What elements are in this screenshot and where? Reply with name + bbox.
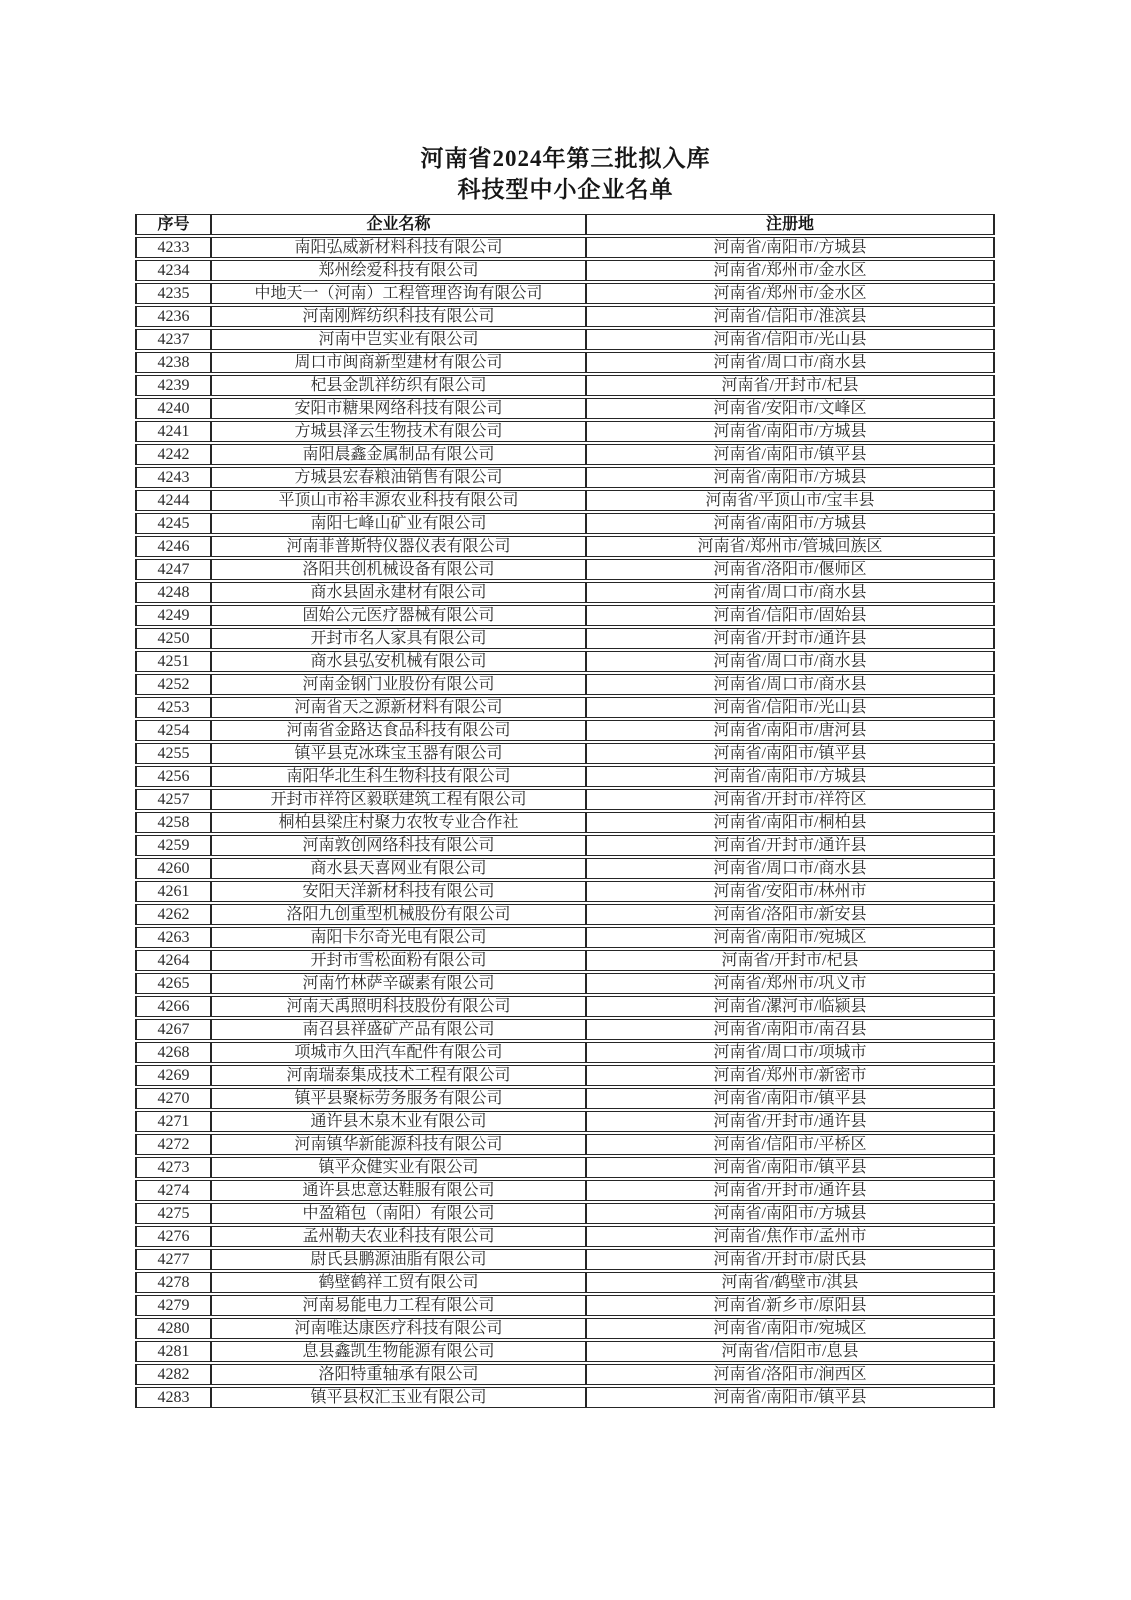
table-row <box>135 605 995 626</box>
serial-number-cell: 4273 <box>135 1157 210 1178</box>
company-name-cell: 河南敦创网络科技有限公司 <box>210 835 585 856</box>
table-row <box>135 1387 995 1408</box>
registration-place-cell: 河南省/郑州市/新密市 <box>585 1065 995 1086</box>
company-name-cell: 镇平县克冰珠宝玉器有限公司 <box>210 743 585 764</box>
serial-number-cell: 4274 <box>135 1180 210 1201</box>
serial-number-cell: 4282 <box>135 1364 210 1385</box>
company-name-cell: 洛阳共创机械设备有限公司 <box>210 559 585 580</box>
registration-place-cell: 河南省/周口市/商水县 <box>585 674 995 695</box>
table-row <box>135 858 995 879</box>
table-row <box>135 1065 995 1086</box>
company-name-cell: 项城市久田汽车配件有限公司 <box>210 1042 585 1063</box>
company-name-cell: 杞县金凯祥纺织有限公司 <box>210 375 585 396</box>
registration-place-cell: 河南省/南阳市/方城县 <box>585 421 995 442</box>
table-row <box>135 329 995 350</box>
serial-number-cell: 4279 <box>135 1295 210 1316</box>
registration-place-cell: 河南省/南阳市/桐柏县 <box>585 812 995 833</box>
table-row <box>135 720 995 741</box>
company-name-cell: 鹤壁鹤祥工贸有限公司 <box>210 1272 585 1293</box>
registration-place-cell: 河南省/南阳市/南召县 <box>585 1019 995 1040</box>
company-name-cell: 河南唯达康医疗科技有限公司 <box>210 1318 585 1339</box>
table-row <box>135 260 995 281</box>
registration-place-cell: 河南省/开封市/尉氏县 <box>585 1249 995 1270</box>
serial-number-cell: 4239 <box>135 375 210 396</box>
company-name-cell: 洛阳九创重型机械股份有限公司 <box>210 904 585 925</box>
registration-place-cell: 河南省/漯河市/临颍县 <box>585 996 995 1017</box>
table-row <box>135 950 995 971</box>
table-row <box>135 674 995 695</box>
registration-place-cell: 河南省/信阳市/光山县 <box>585 697 995 718</box>
serial-number-cell: 4255 <box>135 743 210 764</box>
registration-place-cell: 河南省/安阳市/林州市 <box>585 881 995 902</box>
table-row <box>135 283 995 304</box>
registration-place-cell: 河南省/南阳市/镇平县 <box>585 743 995 764</box>
serial-number-cell: 4271 <box>135 1111 210 1132</box>
table-row <box>135 1203 995 1224</box>
registration-place-cell: 河南省/开封市/通许县 <box>585 628 995 649</box>
table-row <box>135 789 995 810</box>
registration-place-cell: 河南省/周口市/商水县 <box>585 352 995 373</box>
company-name-cell: 平顶山市裕丰源农业科技有限公司 <box>210 490 585 511</box>
table-row <box>135 1088 995 1109</box>
registration-place-cell: 河南省/信阳市/息县 <box>585 1341 995 1362</box>
table-row <box>135 306 995 327</box>
registration-place-cell: 河南省/南阳市/方城县 <box>585 1203 995 1224</box>
serial-number-cell: 4276 <box>135 1226 210 1247</box>
registration-place-cell: 河南省/开封市/通许县 <box>585 835 995 856</box>
header-registration-place: 注册地 <box>585 214 995 235</box>
registration-place-cell: 河南省/洛阳市/偃师区 <box>585 559 995 580</box>
serial-number-cell: 4272 <box>135 1134 210 1155</box>
table-row <box>135 1134 995 1155</box>
serial-number-cell: 4251 <box>135 651 210 672</box>
company-table <box>135 212 995 1410</box>
company-name-cell: 河南中岂实业有限公司 <box>210 329 585 350</box>
table-row <box>135 881 995 902</box>
table-row <box>135 1341 995 1362</box>
company-name-cell: 河南易能电力工程有限公司 <box>210 1295 585 1316</box>
table-row <box>135 352 995 373</box>
table-row <box>135 490 995 511</box>
registration-place-cell: 河南省/周口市/商水县 <box>585 858 995 879</box>
serial-number-cell: 4264 <box>135 950 210 971</box>
registration-place-cell: 河南省/南阳市/宛城区 <box>585 1318 995 1339</box>
registration-place-cell: 河南省/南阳市/镇平县 <box>585 1157 995 1178</box>
company-name-cell: 河南天禹照明科技股份有限公司 <box>210 996 585 1017</box>
serial-number-cell: 4234 <box>135 260 210 281</box>
company-name-cell: 南召县祥盛矿产品有限公司 <box>210 1019 585 1040</box>
company-name-cell: 南阳卡尔奇光电有限公司 <box>210 927 585 948</box>
table-row <box>135 927 995 948</box>
company-name-cell: 方城县宏春粮油销售有限公司 <box>210 467 585 488</box>
company-name-cell: 孟州勒夫农业科技有限公司 <box>210 1226 585 1247</box>
company-name-cell: 桐柏县梁庄村聚力农牧专业合作社 <box>210 812 585 833</box>
serial-number-cell: 4235 <box>135 283 210 304</box>
table-header <box>135 214 995 235</box>
table-row <box>135 697 995 718</box>
company-name-cell: 河南刚辉纺织科技有限公司 <box>210 306 585 327</box>
registration-place-cell: 河南省/信阳市/平桥区 <box>585 1134 995 1155</box>
table-row <box>135 628 995 649</box>
table-row <box>135 766 995 787</box>
serial-number-cell: 4283 <box>135 1387 210 1408</box>
company-name-cell: 安阳天洋新材科技有限公司 <box>210 881 585 902</box>
company-name-cell: 商水县弘安机械有限公司 <box>210 651 585 672</box>
registration-place-cell: 河南省/南阳市/镇平县 <box>585 1387 995 1408</box>
company-name-cell: 开封市名人家具有限公司 <box>210 628 585 649</box>
company-name-cell: 商水县天喜网业有限公司 <box>210 858 585 879</box>
registration-place-cell: 河南省/开封市/通许县 <box>585 1180 995 1201</box>
registration-place-cell: 河南省/开封市/祥符区 <box>585 789 995 810</box>
registration-place-cell: 河南省/郑州市/金水区 <box>585 260 995 281</box>
table-row <box>135 812 995 833</box>
serial-number-cell: 4247 <box>135 559 210 580</box>
serial-number-cell: 4265 <box>135 973 210 994</box>
serial-number-cell: 4241 <box>135 421 210 442</box>
company-name-cell: 河南省金路达食品科技有限公司 <box>210 720 585 741</box>
table-row <box>135 513 995 534</box>
serial-number-cell: 4261 <box>135 881 210 902</box>
table-row <box>135 375 995 396</box>
registration-place-cell: 河南省/开封市/通许县 <box>585 1111 995 1132</box>
registration-place-cell: 河南省/安阳市/文峰区 <box>585 398 995 419</box>
registration-place-cell: 河南省/开封市/杞县 <box>585 950 995 971</box>
company-name-cell: 河南瑞泰集成技术工程有限公司 <box>210 1065 585 1086</box>
table-row <box>135 973 995 994</box>
serial-number-cell: 4260 <box>135 858 210 879</box>
registration-place-cell: 河南省/信阳市/淮滨县 <box>585 306 995 327</box>
table-row <box>135 444 995 465</box>
company-name-cell: 镇平县聚标劳务服务有限公司 <box>210 1088 585 1109</box>
table-row <box>135 467 995 488</box>
company-name-cell: 南阳华北生科生物科技有限公司 <box>210 766 585 787</box>
serial-number-cell: 4244 <box>135 490 210 511</box>
company-name-cell: 河南金钢门业股份有限公司 <box>210 674 585 695</box>
registration-place-cell: 河南省/南阳市/镇平县 <box>585 444 995 465</box>
header-company-name: 企业名称 <box>210 214 585 235</box>
table-row <box>135 1157 995 1178</box>
serial-number-cell: 4249 <box>135 605 210 626</box>
registration-place-cell: 河南省/焦作市/孟州市 <box>585 1226 995 1247</box>
company-name-cell: 洛阳特重轴承有限公司 <box>210 1364 585 1385</box>
table-row <box>135 904 995 925</box>
serial-number-cell: 4238 <box>135 352 210 373</box>
registration-place-cell: 河南省/信阳市/固始县 <box>585 605 995 626</box>
table-row <box>135 1180 995 1201</box>
registration-place-cell: 河南省/周口市/商水县 <box>585 651 995 672</box>
registration-place-cell: 河南省/南阳市/镇平县 <box>585 1088 995 1109</box>
table-row <box>135 559 995 580</box>
serial-number-cell: 4245 <box>135 513 210 534</box>
serial-number-cell: 4256 <box>135 766 210 787</box>
table-row <box>135 237 995 258</box>
registration-place-cell: 河南省/平顶山市/宝丰县 <box>585 490 995 511</box>
company-name-cell: 南阳晨鑫金属制品有限公司 <box>210 444 585 465</box>
company-name-cell: 南阳七峰山矿业有限公司 <box>210 513 585 534</box>
serial-number-cell: 4236 <box>135 306 210 327</box>
serial-number-cell: 4277 <box>135 1249 210 1270</box>
table-row <box>135 398 995 419</box>
company-name-cell: 河南省天之源新材料有限公司 <box>210 697 585 718</box>
company-name-cell: 镇平县权汇玉业有限公司 <box>210 1387 585 1408</box>
table-row <box>135 1272 995 1293</box>
serial-number-cell: 4252 <box>135 674 210 695</box>
table-row <box>135 1249 995 1270</box>
company-name-cell: 河南菲普斯特仪器仪表有限公司 <box>210 536 585 557</box>
serial-number-cell: 4259 <box>135 835 210 856</box>
serial-number-cell: 4242 <box>135 444 210 465</box>
company-name-cell: 尉氏县鹏源油脂有限公司 <box>210 1249 585 1270</box>
serial-number-cell: 4262 <box>135 904 210 925</box>
table-row <box>135 835 995 856</box>
serial-number-cell: 4254 <box>135 720 210 741</box>
company-name-cell: 通许县木泉木业有限公司 <box>210 1111 585 1132</box>
serial-number-cell: 4248 <box>135 582 210 603</box>
company-name-cell: 镇平众健实业有限公司 <box>210 1157 585 1178</box>
table-row <box>135 1226 995 1247</box>
table-row <box>135 582 995 603</box>
registration-place-cell: 河南省/南阳市/方城县 <box>585 467 995 488</box>
serial-number-cell: 4280 <box>135 1318 210 1339</box>
table-row <box>135 1318 995 1339</box>
company-name-cell: 河南镇华新能源科技有限公司 <box>210 1134 585 1155</box>
company-name-cell: 方城县泽云生物技术有限公司 <box>210 421 585 442</box>
serial-number-cell: 4270 <box>135 1088 210 1109</box>
registration-place-cell: 河南省/郑州市/管城回族区 <box>585 536 995 557</box>
company-name-cell: 固始公元医疗器械有限公司 <box>210 605 585 626</box>
table-row <box>135 1364 995 1385</box>
registration-place-cell: 河南省/开封市/杞县 <box>585 375 995 396</box>
registration-place-cell: 河南省/南阳市/唐河县 <box>585 720 995 741</box>
company-name-cell: 商水县固永建材有限公司 <box>210 582 585 603</box>
registration-place-cell: 河南省/南阳市/方城县 <box>585 513 995 534</box>
title-line-2: 科技型中小企业名单 <box>457 177 674 202</box>
registration-place-cell: 河南省/洛阳市/涧西区 <box>585 1364 995 1385</box>
serial-number-cell: 4258 <box>135 812 210 833</box>
table-row <box>135 1295 995 1316</box>
title-line-1: 河南省2024年第三批拟入库 <box>420 146 711 171</box>
table-row <box>135 536 995 557</box>
serial-number-cell: 4250 <box>135 628 210 649</box>
header-row <box>135 214 995 235</box>
serial-number-cell: 4253 <box>135 697 210 718</box>
registration-place-cell: 河南省/信阳市/光山县 <box>585 329 995 350</box>
serial-number-cell: 4246 <box>135 536 210 557</box>
company-name-cell: 开封市祥符区毅联建筑工程有限公司 <box>210 789 585 810</box>
registration-place-cell: 河南省/郑州市/巩义市 <box>585 973 995 994</box>
serial-number-cell: 4257 <box>135 789 210 810</box>
serial-number-cell: 4278 <box>135 1272 210 1293</box>
table-row <box>135 743 995 764</box>
registration-place-cell: 河南省/郑州市/金水区 <box>585 283 995 304</box>
company-name-cell: 郑州绘爱科技有限公司 <box>210 260 585 281</box>
serial-number-cell: 4240 <box>135 398 210 419</box>
company-name-cell: 中地天一（河南）工程管理咨询有限公司 <box>210 283 585 304</box>
company-name-cell: 南阳弘威新材料科技有限公司 <box>210 237 585 258</box>
serial-number-cell: 4268 <box>135 1042 210 1063</box>
table-row <box>135 1111 995 1132</box>
table-row <box>135 421 995 442</box>
company-name-cell: 息县鑫凯生物能源有限公司 <box>210 1341 585 1362</box>
serial-number-cell: 4243 <box>135 467 210 488</box>
serial-number-cell: 4275 <box>135 1203 210 1224</box>
serial-number-cell: 4269 <box>135 1065 210 1086</box>
registration-place-cell: 河南省/新乡市/原阳县 <box>585 1295 995 1316</box>
serial-number-cell: 4266 <box>135 996 210 1017</box>
company-name-cell: 开封市雪松面粉有限公司 <box>210 950 585 971</box>
registration-place-cell: 河南省/周口市/项城市 <box>585 1042 995 1063</box>
table-row <box>135 1019 995 1040</box>
company-name-cell: 通许县忠意达鞋服有限公司 <box>210 1180 585 1201</box>
serial-number-cell: 4281 <box>135 1341 210 1362</box>
table-body <box>135 237 995 1408</box>
registration-place-cell: 河南省/洛阳市/新安县 <box>585 904 995 925</box>
company-name-cell: 河南竹林萨辛碳素有限公司 <box>210 973 585 994</box>
registration-place-cell: 河南省/周口市/商水县 <box>585 582 995 603</box>
registration-place-cell: 河南省/南阳市/方城县 <box>585 237 995 258</box>
table-row <box>135 996 995 1017</box>
serial-number-cell: 4237 <box>135 329 210 350</box>
company-name-cell: 安阳市糖果网络科技有限公司 <box>210 398 585 419</box>
document-title <box>0 0 1131 205</box>
registration-place-cell: 河南省/鹤壁市/淇县 <box>585 1272 995 1293</box>
serial-number-cell: 4263 <box>135 927 210 948</box>
registration-place-cell: 河南省/南阳市/方城县 <box>585 766 995 787</box>
header-serial-number: 序号 <box>135 214 210 235</box>
registration-place-cell: 河南省/南阳市/宛城区 <box>585 927 995 948</box>
table-row <box>135 651 995 672</box>
table-row <box>135 1042 995 1063</box>
serial-number-cell: 4233 <box>135 237 210 258</box>
serial-number-cell: 4267 <box>135 1019 210 1040</box>
company-name-cell: 周口市闽商新型建材有限公司 <box>210 352 585 373</box>
company-name-cell: 中盈箱包（南阳）有限公司 <box>210 1203 585 1224</box>
